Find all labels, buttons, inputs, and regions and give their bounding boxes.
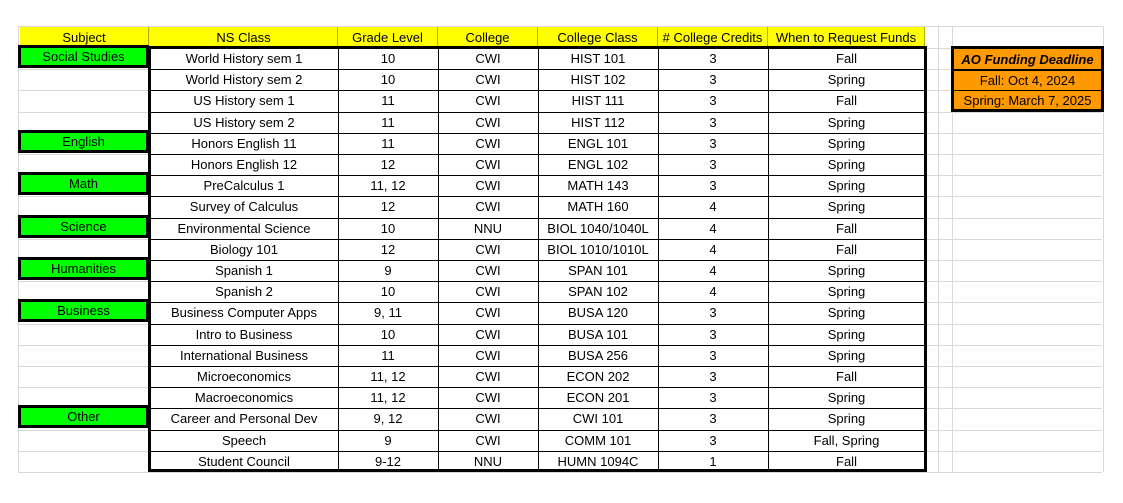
cell-college[interactable]: CWI [475,305,501,321]
header-ns-class[interactable]: NS Class [150,27,338,48]
cell-ns-class[interactable]: Intro to Business [195,326,293,342]
cell-grade-level[interactable]: 11 [381,135,395,151]
subject-label[interactable]: Social Studies [18,45,149,68]
cell-credits[interactable]: 3 [709,369,717,385]
cell-college[interactable]: CWI [475,263,501,279]
cell-credits[interactable]: 3 [709,305,717,321]
cell-when[interactable]: Fall [836,241,857,257]
cell-when[interactable]: Spring [827,411,866,427]
cell-ns-class[interactable]: US History sem 1 [193,93,295,109]
subject-label[interactable]: Math [18,172,149,195]
cell-college[interactable]: NNU [473,220,503,236]
cell-when[interactable]: Spring [827,263,866,279]
cell-college-class[interactable]: MATH 160 [567,199,629,215]
cell-credits[interactable]: 4 [709,220,717,236]
cell-ns-class[interactable]: PreCalculus 1 [203,178,285,194]
cell-college-class[interactable]: ENGL 102 [567,157,629,173]
subject-label[interactable]: Other [18,405,149,428]
cell-credits[interactable]: 3 [709,326,717,342]
cell-ns-class[interactable]: Microeconomics [197,369,291,385]
cell-credits[interactable]: 4 [709,241,717,257]
cell-credits[interactable]: 3 [709,347,717,363]
cell-credits[interactable]: 4 [709,284,717,300]
cell-college-class[interactable]: ECON 201 [566,390,630,406]
subject-label[interactable]: Humanities [18,257,149,280]
cell-college[interactable]: CWI [475,432,501,448]
cell-ns-class[interactable]: Biology 101 [210,241,278,257]
gridline-v [938,26,939,472]
cell-college[interactable]: CWI [475,178,501,194]
cell-grade-level[interactable]: 10 [380,220,396,236]
table-frame [148,46,927,472]
cell-credits[interactable]: 3 [709,135,717,151]
cell-ns-class[interactable]: Spanish 1 [215,263,273,279]
cell-ns-class[interactable]: Survey of Calculus [189,199,299,215]
cell-when[interactable]: Fall [836,93,857,109]
cell-college-class[interactable]: HIST 111 [571,93,625,109]
deadline-fall[interactable]: Fall: Oct 4, 2024 [954,70,1101,91]
cell-college[interactable]: CWI [475,390,501,406]
cell-when[interactable]: Spring [827,284,866,300]
cell-ns-class[interactable]: Macroeconomics [194,390,294,406]
cell-ns-class[interactable]: Honors English 11 [191,135,297,151]
cell-credits[interactable]: 4 [709,263,717,279]
cell-grade-level[interactable]: 11 [381,93,395,109]
cell-ns-class[interactable]: Environmental Science [177,220,311,236]
cell-when[interactable]: Fall [836,51,857,67]
cell-grade-level[interactable]: 9, 11 [374,305,402,321]
cell-college[interactable]: CWI [475,411,501,427]
cell-college[interactable]: CWI [475,135,501,151]
cell-college-class[interactable]: HUMN 1094C [557,453,639,469]
cell-credits[interactable]: 3 [709,411,717,427]
cell-when[interactable]: Spring [827,390,866,406]
cell-grade-level[interactable]: 11, 12 [370,390,406,406]
cell-ns-class[interactable]: US History sem 2 [193,114,295,130]
cell-when[interactable]: Fall, Spring [813,432,880,448]
cell-credits[interactable]: 3 [709,72,717,88]
cell-college-class[interactable]: BUSA 120 [568,305,628,321]
cell-when[interactable]: Spring [827,135,866,151]
cell-grade-level[interactable]: 11, 12 [370,178,406,194]
cell-college-class[interactable]: HIST 101 [570,51,626,67]
cell-ns-class[interactable]: World History sem 2 [185,72,303,88]
cell-ns-class[interactable]: Honors English 12 [190,157,298,173]
cell-credits[interactable]: 3 [709,157,717,173]
cell-grade-level[interactable]: 9-12 [374,453,402,469]
cell-college-class[interactable]: CWI 101 [572,411,624,427]
cell-college[interactable]: NNU [473,453,503,469]
header-college-credits[interactable]: # College Credits [658,27,768,48]
cell-when[interactable]: Spring [827,305,866,321]
cell-when[interactable]: Spring [827,72,866,88]
cell-college-class[interactable]: ENGL 101 [567,135,629,151]
cell-college-class[interactable]: HIST 112 [571,114,625,130]
cell-grade-level[interactable]: 11, 12 [370,369,406,385]
cell-when[interactable]: Spring [827,178,866,194]
cell-grade-level[interactable]: 9 [384,263,392,279]
header-college-class[interactable]: College Class [538,27,658,48]
cell-college-class[interactable]: BIOL 1040/1040L [547,220,649,236]
header-grade-level[interactable]: Grade Level [338,27,438,48]
cell-college-class[interactable]: BIOL 1010/1010L [547,241,649,257]
cell-grade-level[interactable]: 9, 12 [373,411,403,427]
header-college[interactable]: College [438,27,538,48]
cell-grade-level[interactable]: 12 [380,241,396,257]
cell-credits[interactable]: 3 [709,390,717,406]
cell-ns-class[interactable]: Student Council [198,453,290,469]
cell-credits[interactable]: 3 [709,114,717,130]
cell-college[interactable]: CWI [475,72,501,88]
cell-credits[interactable]: 3 [709,93,717,109]
cell-college-class[interactable]: BUSA 256 [568,347,628,363]
cell-college[interactable]: CWI [475,241,501,257]
cell-college[interactable]: CWI [475,51,501,67]
cell-college[interactable]: CWI [475,93,501,109]
cell-college-class[interactable]: SPAN 101 [568,263,628,279]
cell-when[interactable]: Spring [827,326,866,342]
cell-college-class[interactable]: BUSA 101 [568,326,628,342]
cell-ns-class[interactable]: International Business [180,347,308,363]
cell-grade-level[interactable]: 11 [381,347,395,363]
cell-grade-level[interactable]: 10 [380,326,396,342]
cell-college-class[interactable]: ECON 202 [566,369,630,385]
cell-grade-level[interactable]: 10 [380,284,396,300]
subject-label[interactable]: Business [18,299,149,322]
cell-credits[interactable]: 1 [709,453,717,469]
cell-college[interactable]: CWI [475,369,501,385]
cell-when[interactable]: Fall [836,220,857,236]
funding-deadline-box [951,46,1104,112]
cell-grade-level[interactable]: 10 [380,51,396,67]
cell-grade-level[interactable]: 10 [380,72,396,88]
cell-college[interactable]: CWI [475,326,501,342]
cell-grade-level[interactable]: 9 [384,432,392,448]
cell-grade-level[interactable]: 12 [380,157,396,173]
subject-label[interactable]: Science [18,215,149,238]
header-subject[interactable]: Subject [20,27,149,48]
cell-ns-class[interactable]: Career and Personal Dev [170,411,318,427]
cell-when[interactable]: Spring [827,114,866,130]
cell-when[interactable]: Spring [827,199,866,215]
cell-college[interactable]: CWI [475,347,501,363]
cell-ns-class[interactable]: Business Computer Apps [171,305,317,321]
cell-when[interactable]: Spring [827,347,866,363]
gridline-h [18,472,1102,473]
cell-college[interactable]: CWI [475,199,501,215]
cell-college-class[interactable]: SPAN 102 [568,284,628,300]
deadline-spring[interactable]: Spring: March 7, 2025 [963,93,1092,108]
header-when-to-request[interactable]: When to Request Funds [768,27,925,48]
cell-credits[interactable]: 3 [709,51,717,67]
cell-college[interactable]: CWI [475,114,501,130]
cell-when[interactable]: Spring [827,157,866,173]
cell-grade-level[interactable]: 11 [381,114,395,130]
cell-college-class[interactable]: HIST 102 [570,72,626,88]
cell-college-class[interactable]: MATH 143 [567,178,629,194]
cell-when[interactable]: Fall [836,453,857,469]
cell-credits[interactable]: 3 [709,432,717,448]
deadline-title[interactable]: AO Funding Deadline [954,49,1101,71]
cell-college-class[interactable]: COMM 101 [564,432,632,448]
cell-college[interactable]: CWI [475,284,501,300]
cell-ns-class[interactable]: Speech [221,432,267,448]
cell-when[interactable]: Fall [836,369,857,385]
cell-college[interactable]: CWI [475,157,501,173]
subject-label[interactable]: English [18,130,149,153]
cell-credits[interactable]: 4 [709,199,717,215]
cell-credits[interactable]: 3 [709,178,717,194]
cell-ns-class[interactable]: Spanish 2 [215,284,273,300]
cell-grade-level[interactable]: 12 [380,199,396,215]
cell-ns-class[interactable]: World History sem 1 [185,51,303,67]
